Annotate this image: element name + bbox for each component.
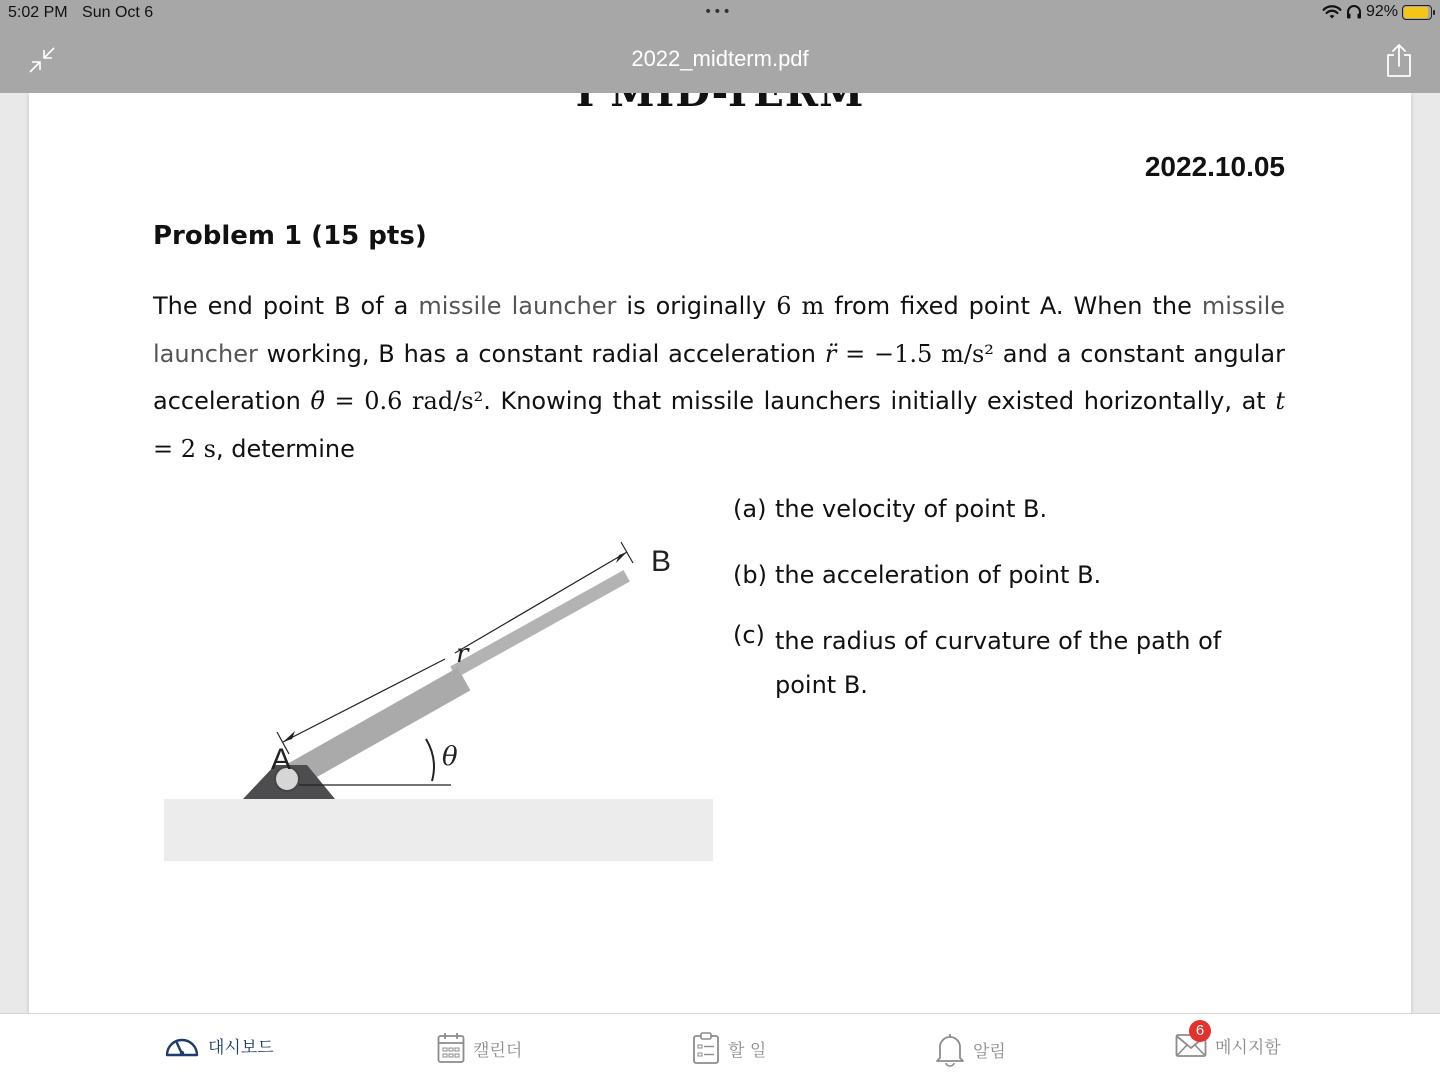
tab-dashboard[interactable] (164, 1032, 274, 1058)
pdf-page[interactable] (29, 93, 1411, 1013)
question-parts (733, 493, 1253, 741)
mail-icon-wrap (1175, 1022, 1207, 1058)
text-segment: , determine (215, 434, 355, 463)
dimension-line-r (455, 552, 627, 653)
bell-icon (935, 1032, 965, 1066)
math-value: = 0.6 rad/s² (324, 387, 484, 415)
tab-label: 메시지함 (1215, 1037, 1281, 1058)
highlighted-term: missile launcher (418, 292, 617, 320)
unread-badge: 6 (1189, 1020, 1211, 1042)
label-b: B (651, 545, 672, 578)
tab-messages[interactable] (1175, 1022, 1281, 1058)
text-segment: . Knowing that missile launchers initially existed horizontally, at (483, 387, 1276, 415)
text-segment: and a constant angular acceleration (153, 339, 1285, 415)
tab-label: 알림 (973, 1041, 1006, 1062)
wifi-icon (1322, 4, 1342, 20)
tab-label: 할 일 (728, 1040, 767, 1061)
math-symbol: r̈ (824, 339, 837, 368)
missile-launcher-figure (159, 533, 719, 873)
battery-level (1404, 7, 1428, 18)
battery-percent: 92% (1365, 3, 1398, 20)
part-text: the velocity of point B. (775, 495, 1048, 523)
document-date: 2022.10.05 (1144, 151, 1285, 182)
status-indicators (1322, 3, 1432, 21)
tab-todo[interactable] (692, 1032, 766, 1064)
bottom-tab-bar (0, 1013, 1440, 1080)
share-icon[interactable] (1384, 42, 1414, 78)
math-symbol: t (1275, 387, 1285, 415)
part-label: (a) (733, 495, 767, 523)
dimension-tick (621, 542, 633, 563)
status-time (8, 4, 153, 22)
label-a: A (271, 743, 292, 776)
dashboard-gauge-icon (164, 1032, 200, 1058)
angle-arc (426, 739, 434, 781)
problem-statement (153, 283, 1285, 473)
text-segment: is originally (616, 292, 777, 320)
problem-title: Problem 1 (15 pts) (153, 221, 427, 251)
question-part-b (733, 559, 1253, 591)
launcher-outer-tube (459, 579, 621, 669)
part-label: (c) (733, 621, 765, 649)
battery-icon (1402, 5, 1432, 20)
tab-calendar[interactable] (437, 1032, 522, 1064)
multitasking-dots[interactable]: ••• (704, 4, 732, 20)
math-value: = 2 s (153, 434, 216, 463)
label-r: r (456, 639, 469, 669)
text-segment: from fixed point A. When the (824, 292, 1202, 320)
math-value: = −1.5 m/s² (836, 339, 994, 368)
tab-label: 대시보드 (208, 1037, 274, 1058)
question-part-a (733, 493, 1253, 525)
math-distance: 6 m (776, 292, 825, 320)
ground-block (164, 799, 713, 861)
status-date: Sun Oct 6 (82, 4, 154, 21)
highlighted-term: missile launcher (153, 292, 1286, 368)
math-angular-acceleration (310, 387, 483, 415)
label-theta: θ (442, 742, 458, 772)
part-label: (b) (733, 561, 767, 589)
part-text: the acceleration of point B. (775, 561, 1102, 589)
top-bar (0, 0, 1440, 93)
tab-label: 캘린더 (473, 1040, 523, 1061)
math-radial-acceleration (825, 340, 994, 368)
status-time-text: 5:02 PM (8, 4, 68, 21)
calendar-icon (437, 1032, 465, 1064)
headphones-icon (1346, 4, 1362, 20)
text-segment: The end point B of a (153, 292, 419, 320)
text-segment: working, B has a constant radial acceleration (257, 339, 825, 368)
part-text: the radius of curvature of the path of point B. (775, 627, 1222, 699)
question-part-c (733, 619, 1253, 707)
document-title: 2022_midterm.pdf (631, 46, 809, 71)
tab-notifications[interactable] (935, 1032, 1006, 1066)
math-symbol: θ̈ (310, 387, 325, 415)
todo-clipboard-icon (692, 1032, 720, 1064)
